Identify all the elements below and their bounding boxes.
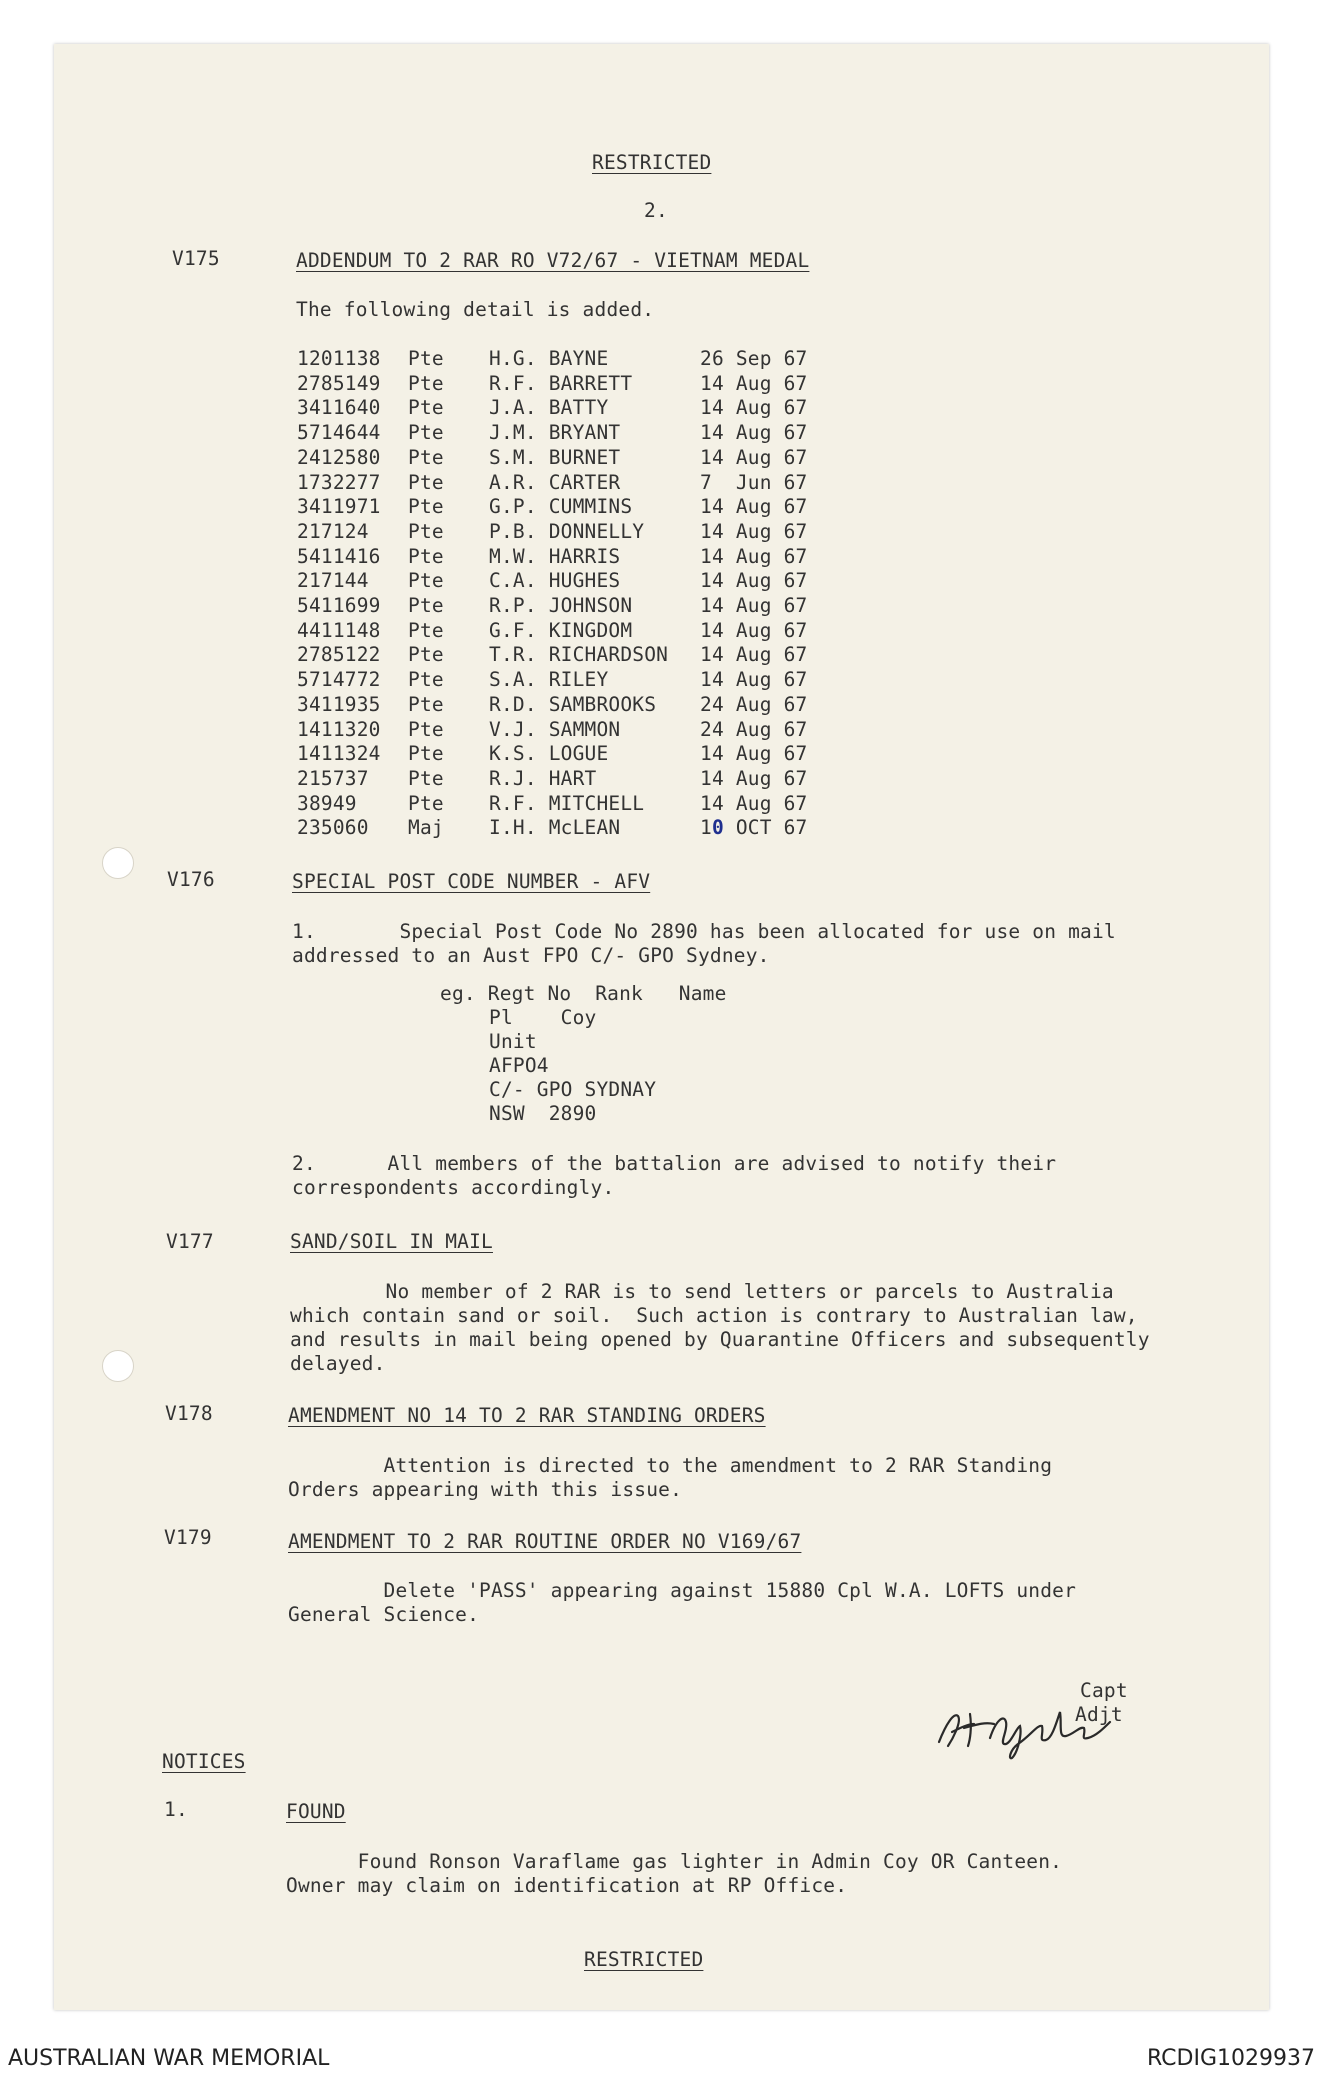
eligibility-date: 14 Aug 67 [700,544,808,568]
archive-reference: RCDIG1029937 [1146,2046,1315,2071]
eligibility-date [700,816,808,841]
member-name: R.D. SAMBROOKS [489,692,657,716]
eligibility-date: 14 Aug 67 [700,495,808,519]
punch-hole [102,847,134,879]
rank: Pte [408,445,444,469]
member-name: V.J. SAMMON [489,717,621,741]
archive-credit: AUSTRALIAN WAR MEMORIAL [8,2046,330,2071]
item-intro-v175: The following detail is added. [296,298,655,321]
eligibility-date: 14 Aug 67 [700,643,808,667]
service-number: 235060 [297,816,369,840]
member-name: T.R. RICHARDSON [489,643,669,667]
v176-paragraph-1-line-1: 1. Special Post Code No 2890 has been allocated for use on mail [292,920,1116,943]
rank: Pte [408,742,444,766]
member-name: R.F. MITCHELL [489,791,645,815]
item-title-v178: AMENDMENT NO 14 TO 2 RAR STANDING ORDERS [288,1404,766,1427]
v176-address-line: AFPO4 [489,1054,549,1077]
v176-address-line: NSW 2890 [489,1102,597,1125]
eligibility-date: 14 Aug 67 [700,742,808,766]
rank: Pte [408,717,444,741]
service-number: 5714644 [297,421,381,445]
punch-hole [102,1350,134,1382]
eligibility-date: 7 Jun 67 [700,470,808,494]
document-page [54,44,1269,2010]
signatory-rank: Capt [1080,1679,1128,1702]
service-number: 1732277 [297,470,381,494]
v177-text-line: and results in mail being opened by Quarantine Officers and subsequently [290,1328,1150,1351]
member-name: I.H. McLEAN [489,816,621,840]
item-code-v179: V179 [164,1526,212,1549]
rank: Pte [408,594,444,617]
rank: Pte [408,643,444,667]
eligibility-date: 14 Aug 67 [700,396,808,420]
service-number: 2412580 [297,445,381,469]
rank: Pte [408,766,444,790]
rank: Pte [408,519,444,543]
v177-text-line: No member of 2 RAR is to send letters or parcels to Australia [290,1280,1114,1303]
member-name: A.R. CARTER [489,470,621,494]
v176-address-line: C/- GPO SYDNAY [489,1078,657,1101]
eligibility-date: 24 Aug 67 [700,717,808,741]
classification-footer: RESTRICTED [584,1948,704,1971]
service-number: 3411935 [297,692,381,716]
date-month-year: OCT 67 [723,816,808,840]
service-number: 5411699 [297,594,381,617]
member-name: G.P. CUMMINS [489,495,633,519]
eligibility-date: 14 Aug 67 [700,445,808,469]
service-number: 215737 [297,766,369,790]
service-number: 217124 [297,519,369,543]
v179-text-line: General Science. [288,1603,480,1626]
service-number: 217144 [297,569,369,593]
service-number: 4411148 [297,618,381,642]
notice-number: 1. [164,1798,188,1821]
item-title-v176: SPECIAL POST CODE NUMBER - AFV [292,870,651,893]
notices-heading: NOTICES [162,1750,246,1773]
member-name: K.S. LOGUE [489,742,609,766]
member-name: J.A. BATTY [489,396,609,420]
rank: Pte [408,371,444,395]
rank: Pte [408,347,444,370]
member-name: C.A. HUGHES [489,569,621,593]
item-title-v179: AMENDMENT TO 2 RAR ROUTINE ORDER NO V169/67 [288,1530,802,1553]
member-name: G.F. KINGDOM [489,618,633,642]
date-day-handwritten: 0 [711,816,724,840]
rank: Pte [408,569,444,593]
member-name: R.P. JOHNSON [489,594,633,617]
v176-example-header: eg. Regt No Rank Name [440,982,727,1005]
v178-text-line: Orders appearing with this issue. [288,1478,683,1501]
item-title-v177: SAND/SOIL IN MAIL [290,1230,493,1253]
item-code-v178: V178 [165,1402,213,1425]
service-number: 1201138 [297,347,381,370]
eligibility-date: 14 Aug 67 [700,371,808,395]
eligibility-date: 14 Aug 67 [700,618,808,642]
eligibility-date: 14 Aug 67 [700,594,808,617]
member-name: R.F. BARRETT [489,371,633,395]
v176-address-line: Unit [489,1030,537,1053]
rank: Pte [408,668,444,692]
service-number: 2785122 [297,643,381,667]
rank: Maj [408,816,444,840]
v177-text-line: which contain sand or soil. Such action is contrary to Australian law, [290,1304,1138,1327]
service-number: 5411416 [297,544,381,568]
item-code-v175: V175 [172,247,220,270]
v177-text-line: delayed. [290,1352,386,1375]
eligibility-date: 14 Aug 67 [700,519,808,543]
v176-paragraph-1-line-2: addressed to an Aust FPO C/- GPO Sydney. [292,944,770,967]
notice-text-line: Found Ronson Varaflame gas lighter in Admin Coy OR Canteen. [286,1850,1063,1873]
eligibility-date: 14 Aug 67 [700,766,808,790]
page-number: 2. [644,199,668,222]
notice-title: FOUND [286,1800,346,1823]
service-number: 1411324 [297,742,381,766]
service-number: 38949 [297,791,357,815]
v176-paragraph-2-line-1: 2. All members of the battalion are advised to notify their [292,1152,1057,1175]
member-name: S.A. RILEY [489,668,609,692]
member-name: M.W. HARRIS [489,544,621,568]
classification-header: RESTRICTED [592,151,712,174]
eligibility-date: 14 Aug 67 [700,421,808,445]
eligibility-date: 26 Sep 67 [700,347,808,370]
rank: Pte [408,791,444,815]
item-code-v177: V177 [166,1230,214,1253]
eligibility-date: 14 Aug 67 [700,791,808,815]
v176-paragraph-2-line-2: correspondents accordingly. [292,1176,615,1199]
member-name: P.B. DONNELLY [489,519,645,543]
signatory-appointment: Adjt [1075,1703,1123,1726]
rank: Pte [408,421,444,445]
v176-address-line: Pl Coy [489,1006,597,1029]
member-name: R.J. HART [489,766,597,790]
rank: Pte [408,470,444,494]
v178-text-line: Attention is directed to the amendment to 2 RAR Standing [288,1454,1053,1477]
eligibility-date: 14 Aug 67 [700,668,808,692]
eligibility-date: 14 Aug 67 [700,569,808,593]
item-code-v176: V176 [167,868,215,891]
service-number: 5714772 [297,668,381,692]
date-day-typed: 1 [700,816,712,840]
item-title-v175: ADDENDUM TO 2 RAR RO V72/67 - VIETNAM MEDAL [296,249,810,272]
rank: Pte [408,396,444,420]
service-number: 1411320 [297,717,381,741]
rank: Pte [408,495,444,519]
service-number: 2785149 [297,371,381,395]
member-name: S.M. BURNET [489,445,621,469]
rank: Pte [408,618,444,642]
service-number: 3411971 [297,495,381,519]
rank: Pte [408,544,444,568]
member-name: H.G. BAYNE [489,347,609,370]
eligibility-date: 24 Aug 67 [700,692,808,716]
v179-text-line: Delete 'PASS' appearing against 15880 Cpl W.A. LOFTS under [288,1579,1077,1602]
rank: Pte [408,692,444,716]
service-number: 3411640 [297,396,381,420]
member-name: J.M. BRYANT [489,421,621,445]
notice-text-line: Owner may claim on identification at RP Office. [286,1874,848,1897]
